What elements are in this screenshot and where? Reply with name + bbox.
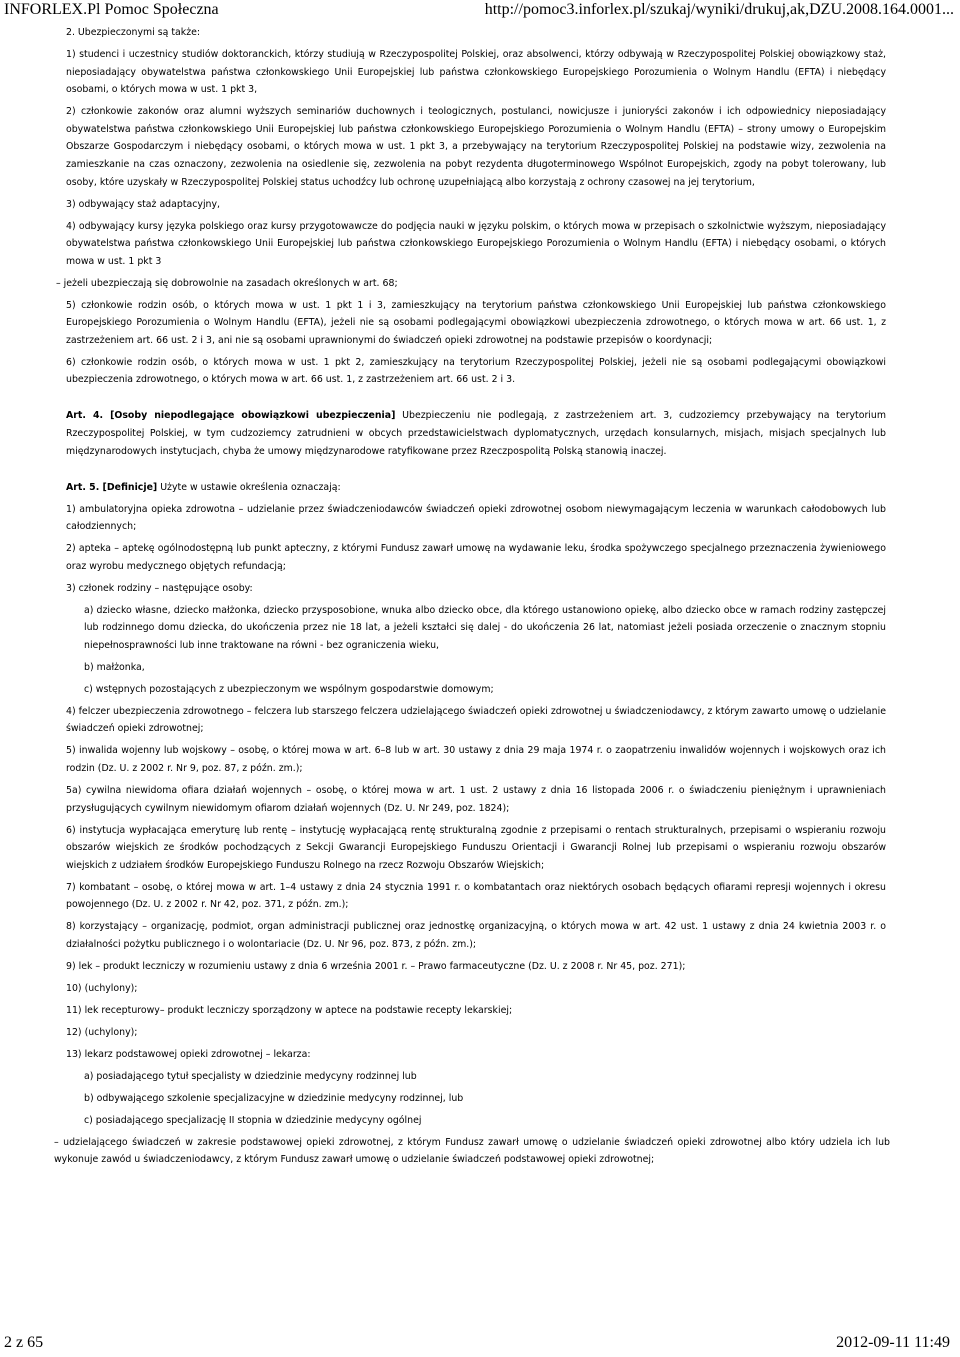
- paragraph-item-4: 4) odbywający kursy języka polskiego oraz kursy przygotowawcze do podjęcia nauki w języku polskim, o których mowa w przepisach o szkolnictwie wyższym, nieposiadający obywatelstwa państwa członkowskiego Unii Europejskiej lub państwa członkowskiego Europejskiego Porozumienia o Wolnym Handlu (EFTA) i niebędący osobami, o których mowa w ust. 1 pkt 3: [66, 220, 886, 267]
- article-5: [66, 479, 886, 497]
- definition-13b: b) odbywającego szkolenie specjalizacyjne w dziedzinie medycyny rodzinnej, lub: [84, 1092, 464, 1104]
- definition-3: 3) członek rodziny – następujące osoby:: [66, 582, 253, 594]
- definition-3c: c) wstępnych pozostających z ubezpieczonym we wspólnym gospodarstwie domowym;: [84, 683, 494, 695]
- print-header-site-title: INFORLEX.Pl Pomoc Społeczna: [4, 1, 219, 18]
- definition-3a: a) dziecko własne, dziecko małżonka, dziecko przysposobione, wnuka albo dziecko obce, dla którego ustanowiono opiekę, albo dziecko obce w ramach rodziny zastępczej lub rodzinnego domu dziecka, do ukończenia przez nie 18 lat, a jeżeli kształci się dalej - do ukończenia 26 lat, natomiast jeżeli posiada orzeczenie o znacznym stopniu niepełnosprawności lub inne traktowane na równi - bez ograniczenia wieku,: [84, 604, 886, 651]
- definition-13-dash: – udzielającego świadczeń w zakresie podstawowej opieki zdrowotnej, z którym Fundusz zawarł umowę o udzielanie świadczeń opieki zdrowotnej albo który udziela ich lub wykonuje zawód u świadczeniodawcy, z którym Fundusz zawarł umowę o udzielanie świadczeń podstawowej opieki zdrowotnej;: [54, 1136, 890, 1166]
- definition-2: 2) apteka – aptekę ogólnodostępną lub punkt apteczny, z którymi Fundusz zawarł umowę na wydawanie leku, środka spożywczego specjalnego przeznaczenia żywieniowego oraz wyrobu medycznego objętych refundacją;: [66, 543, 886, 572]
- definition-8: 8) korzystający – organizację, podmiot, organ administracji publicznej oraz jednostkę organizacyjną, o których mowa w art. 42 ust. 1 ustawy z dnia 24 kwietnia 2003 r. o działalności pożytku publicznego i o wolontariacie (Dz. U. Nr 96, poz. 873, z późn. zm.);: [66, 921, 886, 950]
- document-body: [54, 24, 890, 1173]
- paragraph-intro: 2. Ubezpieczonymi są także:: [66, 27, 201, 38]
- article-4-text: Ubezpieczeniu nie podlegają, z zastrzeżeniem art. 3, cudzoziemcy przebywający na terytorium Rzeczypospolitej Polskiej, w tym cudzoziemcy zatrudnieni w obcych przedstawicielstwach dyplomatycznych, urzędach konsularnych, misjach, misjach specjalnych lub międzynarodowych instytucjach, chyba że umowy międzynarodowe ratyfikowane przez Rzeczpospolitą Polską stanowią inaczej.: [66, 410, 886, 457]
- article-5-text: Użyte w ustawie określenia oznaczają:: [157, 481, 341, 493]
- paragraph-item-5: 5) członkowie rodzin osób, o których mowa w ust. 1 pkt 1 i 3, zamieszkujący na terytorium państwa członkowskiego Unii Europejskiej lub państwa członkowskiego Europejskiego Porozumienia o Wolnym Handlu (EFTA), jeżeli nie są osobami podlegającymi obowiązkowi ubezpieczenia zdrowotnego, o których mowa w art. 66 ust. 1, z zastrzeżeniem art. 66 ust. 2 i 3, ani nie są osobami uprawnionymi do świadczeń opieki zdrowotnej na podstawie przepisów o koordynacji;: [66, 299, 886, 346]
- definition-10: 10) (uchylony);: [66, 982, 138, 994]
- paragraph-item-3: 3) odbywający staż adaptacyjny,: [66, 198, 221, 210]
- definition-11: 11) lek recepturowy– produkt leczniczy sporządzony w aptece na podstawie recepty lekarskiej;: [66, 1004, 513, 1016]
- definition-5a: 5a) cywilna niewidoma ofiara działań wojennych – osobę, o której mowa w art. 1 ust. 2 ustawy z dnia 16 listopada 2006 r. o świadczeniu pieniężnym i uprawnieniach przysługujących cywilnym niewidomym ofiarom działań wojennych (Dz. U. Nr 249, poz. 1824);: [66, 785, 886, 814]
- article-5-heading: Art. 5. [Definicje]: [66, 481, 158, 493]
- definition-12: 12) (uchylony);: [66, 1026, 138, 1038]
- definition-1: 1) ambulatoryjna opieka zdrowotna – udzielanie przez świadczeniodawców świadczeń opieki zdrowotnej osobom niewymagającym leczenia w warunkach całodobowych lub całodziennych;: [66, 503, 886, 533]
- definition-9: 9) lek – produkt leczniczy w rozumieniu ustawy z dnia 6 września 2001 r. – Prawo farmaceutyczne (Dz. U. z 2008 r. Nr 45, poz. 271);: [66, 960, 686, 972]
- definition-5: 5) inwalida wojenny lub wojskowy – osobę, o której mowa w art. 6–8 lub w art. 30 ustawy z dnia 29 maja 1974 r. o zaopatrzeniu inwalidów wojennych i wojskowych oraz ich rodzin (Dz. U. z 2002 r. Nr 9, poz. 87, z późn. zm.);: [66, 745, 886, 775]
- paragraph-item-2: 2) członkowie zakonów oraz alumni wyższych seminariów duchownych i teologicznych, postulanci, nowicjusze i junioryści zakonów i ich odpowiednicy nieposiadający obywatelstwa państwa członkowskiego Unii Europejskiej lub państwa członkowskiego Europejskiego Porozumienia o Wolnym Handlu (EFTA) – strony umowy o Europejskim Obszarze Gospodarczym i niebędący osobami, o których mowa w ust. 1 pkt 3, a przebywający na terytorium Rzeczypospolitej Polskiej na podstawie wizy, zezwolenia na zamieszkanie na czas oznaczony, zezwolenia na osiedlenie się, zezwolenia na pobyt rezydenta długoterminowego Wspólnot Europejskich, zgody na pobyt tolerowany, lub osoby, które uzyskały w Rzeczypospolitej Polskiej status uchodźcy lub ochronę uzupełniającą albo korzystają z ochrony czasowej na jej terytorium,: [66, 106, 886, 188]
- definition-4: 4) felczer ubezpieczenia zdrowotnego – felczera lub starszego felczera udzielającego świadczeń opieki zdrowotnej u świadczeniodawcy, z którym zawarto umowę o udzielanie świadczeń opieki zdrowotnej;: [66, 705, 886, 735]
- print-header-url: http://pomoc3.inforlex.pl/szukaj/wyniki/drukuj,ak,DZU.2008.164.0001...: [484, 1, 954, 18]
- article-4: [66, 407, 886, 460]
- definition-3b: b) małżonka,: [84, 661, 145, 673]
- print-footer-timestamp: 2012-09-11 11:49: [836, 1334, 950, 1351]
- print-footer-page-number: 2 z 65: [4, 1334, 44, 1351]
- paragraph-item-4-dash: – jeżeli ubezpieczają się dobrowolnie na zasadach określonych w art. 68;: [56, 277, 398, 289]
- definition-7: 7) kombatant – osobę, o której mowa w art. 1–4 ustawy z dnia 24 stycznia 1991 r. o kombatantach oraz niektórych osobach będących ofiarami represji wojennych i okresu powojennego (Dz. U. z 2002 r. Nr 42, poz. 371, z późn. zm.);: [66, 881, 886, 911]
- article-4-heading: Art. 4. [Osoby niepodlegające obowiązkowi ubezpieczenia]: [66, 410, 396, 422]
- paragraph-item-1: 1) studenci i uczestnicy studiów doktoranckich, którzy studiują w Rzeczypospolitej Polskiej, oraz absolwenci, którzy odbywają w Rzeczypospolitej Polskiej obowiązkowy staż, nieposiadający obywatelstwa państwa członkowskiego Unii Europejskiej lub państwa członkowskiego Europejskiego Porozumienia o Wolnym Handlu (EFTA) i niebędący osobami, o których mowa w ust. 1 pkt 3,: [66, 48, 886, 96]
- definition-13c: c) posiadającego specjalizację II stopnia w dziedzinie medycyny ogólnej: [84, 1114, 422, 1126]
- definition-13a: a) posiadającego tytuł specjalisty w dziedzinie medycyny rodzinnej lub: [84, 1070, 417, 1082]
- definition-13: 13) lekarz podstawowej opieki zdrowotnej – lekarza:: [66, 1048, 311, 1060]
- paragraph-item-6: 6) członkowie rodzin osób, o których mowa w ust. 1 pkt 2, zamieszkujący na terytorium Rzeczypospolitej Polskiej, jeżeli nie są osobami podlegającymi obowiązkowi ubezpieczenia zdrowotnego, o których mowa w art. 66 ust. 1, z zastrzeżeniem art. 66 ust. 2 i 3.: [66, 356, 886, 386]
- definition-6: 6) instytucja wypłacająca emeryturę lub rentę – instytucję wypłacającą rentę strukturalną zgodnie z przepisami o rentach strukturalnych, przepisami o wspieraniu rozwoju obszarów wiejskich ze środków pochodzących z Sekcji Gwarancji Europejskiego Funduszu Orientacji i Gwarancji Rolnej lub przepisami o wspieraniu rozwoju obszarów wiejskich z udziałem środków Europejskiego Funduszu Rolnego na rzecz Rozwoju Obszarów Wiejskich;: [66, 824, 886, 871]
